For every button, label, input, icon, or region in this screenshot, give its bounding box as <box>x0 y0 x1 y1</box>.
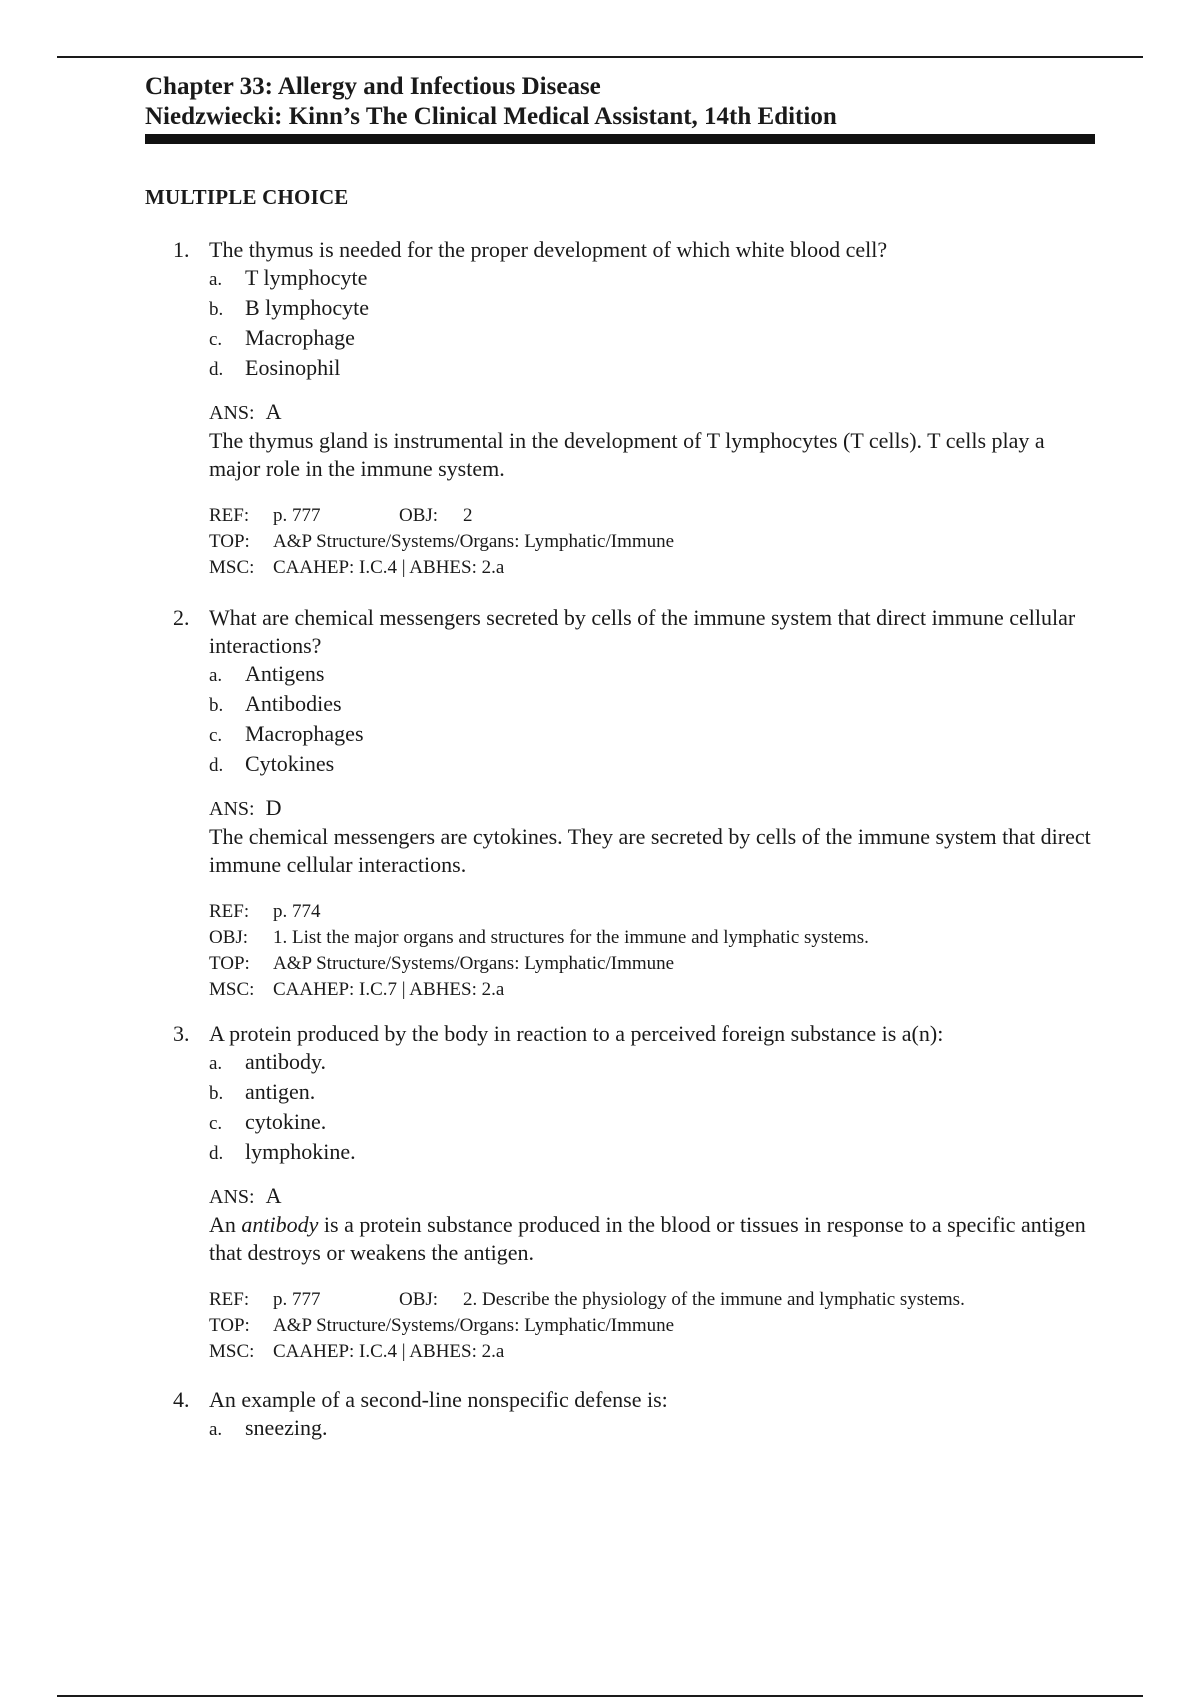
option-text: Cytokines <box>245 751 335 776</box>
obj-label: OBJ: <box>209 927 249 948</box>
answer-value: A <box>265 1183 282 1208</box>
answer-label: ANS: <box>209 1186 255 1208</box>
question-stem <box>173 604 1093 660</box>
rationale-rest: is a protein substance produced in the blood or tissues in response to a specific antigen that destroys or weakens the antigen. <box>209 1212 1086 1265</box>
option-letter: a. <box>209 1419 223 1440</box>
msc-row <box>209 1339 1093 1365</box>
ref-label: REF: <box>209 505 250 526</box>
answer-line <box>209 398 1093 427</box>
question-3 <box>173 1020 1093 1365</box>
ref-obj-row <box>209 503 1093 529</box>
answer-line <box>209 1182 1093 1211</box>
option-text: Macrophages <box>245 721 364 746</box>
option-c <box>209 324 1093 354</box>
question-stem <box>173 236 1093 264</box>
top-label: TOP: <box>209 1315 250 1336</box>
rationale: The chemical messengers are cytokines. They are secreted by cells of the immune system that direct immune cellular interactions. <box>209 824 1091 877</box>
option-text: antibody. <box>245 1049 327 1074</box>
obj-value: 1. List the major organs and structures for the immune and lymphatic systems. <box>273 927 869 948</box>
obj-row <box>209 925 1093 951</box>
option-a <box>209 660 1093 690</box>
ref-row <box>209 899 1093 925</box>
option-letter: d. <box>209 1143 224 1164</box>
option-letter: b. <box>209 695 224 716</box>
option-b <box>209 1078 1093 1108</box>
option-letter: c. <box>209 329 223 350</box>
top-row <box>209 1313 1093 1339</box>
msc-value: CAAHEP: I.C.7 | ABHES: 2.a <box>273 979 505 1000</box>
metadata-block <box>173 1287 1093 1365</box>
top-row <box>209 529 1093 555</box>
answer-value: A <box>265 399 282 424</box>
answer-value: D <box>265 795 282 820</box>
option-text: T lymphocyte <box>245 265 368 290</box>
msc-label: MSC: <box>209 979 255 1000</box>
document-header <box>145 72 1095 132</box>
option-a <box>209 264 1093 294</box>
top-value: A&P Structure/Systems/Organs: Lymphatic/Immune <box>273 531 675 552</box>
answer-label: ANS: <box>209 402 255 424</box>
top-label: TOP: <box>209 953 250 974</box>
rationale: The thymus gland is instrumental in the development of T lymphocytes (T cells). T cells play a major role in the immune system. <box>209 428 1045 481</box>
option-list <box>173 1048 1093 1168</box>
option-b <box>209 294 1093 324</box>
option-a <box>209 1048 1093 1078</box>
option-list <box>173 660 1093 780</box>
question-text: The thymus is needed for the proper development of which white blood cell? <box>209 237 888 262</box>
question-number: 2. <box>173 605 190 630</box>
question-stem <box>173 1386 1093 1414</box>
obj-value: 2. Describe the physiology of the immune and lymphatic systems. <box>463 1289 965 1310</box>
option-list <box>173 1414 1093 1444</box>
option-letter: b. <box>209 299 224 320</box>
question-text: An example of a second-line nonspecific defense is: <box>209 1387 668 1412</box>
msc-row <box>209 555 1093 581</box>
option-text: lymphokine. <box>245 1139 356 1164</box>
question-4 <box>173 1386 1093 1444</box>
question-stem <box>173 1020 1093 1048</box>
option-d <box>209 354 1093 384</box>
option-list <box>173 264 1093 384</box>
option-text: Eosinophil <box>245 355 341 380</box>
option-c <box>209 1108 1093 1138</box>
answer-block <box>173 1182 1093 1267</box>
option-text: Macrophage <box>245 325 355 350</box>
question-number: 4. <box>173 1387 190 1412</box>
option-c <box>209 720 1093 750</box>
question-2 <box>173 604 1093 1003</box>
ref-value: p. 777 <box>273 1289 321 1310</box>
option-d <box>209 750 1093 780</box>
question-text: A protein produced by the body in reaction to a perceived foreign substance is a(n): <box>209 1021 944 1046</box>
msc-value: CAAHEP: I.C.4 | ABHES: 2.a <box>273 557 505 578</box>
answer-block <box>173 398 1093 483</box>
option-letter: a. <box>209 269 223 290</box>
rationale-term: antibody <box>241 1212 319 1237</box>
top-value: A&P Structure/Systems/Organs: Lymphatic/Immune <box>273 1315 675 1336</box>
option-a <box>209 1414 1093 1444</box>
ref-label: REF: <box>209 1289 250 1310</box>
ref-label: REF: <box>209 901 250 922</box>
option-d <box>209 1138 1093 1168</box>
option-text: Antigens <box>245 661 325 686</box>
answer-label: ANS: <box>209 798 255 820</box>
answer-line <box>209 794 1093 823</box>
answer-block <box>173 794 1093 879</box>
question-1 <box>173 236 1093 581</box>
option-letter: c. <box>209 1113 223 1134</box>
option-text: sneezing. <box>245 1415 328 1440</box>
rationale <box>209 1211 1093 1267</box>
top-value: A&P Structure/Systems/Organs: Lymphatic/Immune <box>273 953 675 974</box>
obj-label: OBJ: <box>399 1289 439 1310</box>
question-text: What are chemical messengers secreted by cells of the immune system that direct immune cellular interactions? <box>209 605 1076 658</box>
question-number: 1. <box>173 237 190 262</box>
ref-value: p. 777 <box>273 505 321 526</box>
obj-value: 2 <box>463 505 473 526</box>
obj-label: OBJ: <box>399 505 439 526</box>
metadata-block <box>173 899 1093 1003</box>
chapter-title: Chapter 33: Allergy and Infectious Disease <box>145 73 601 100</box>
msc-row <box>209 977 1093 1003</box>
option-letter: b. <box>209 1083 224 1104</box>
msc-value: CAAHEP: I.C.4 | ABHES: 2.a <box>273 1341 505 1362</box>
question-number: 3. <box>173 1021 190 1046</box>
top-rule <box>57 56 1143 58</box>
header-bar <box>145 134 1095 144</box>
msc-label: MSC: <box>209 557 255 578</box>
ref-obj-row <box>209 1287 1093 1313</box>
top-label: TOP: <box>209 531 250 552</box>
option-text: antigen. <box>245 1079 316 1104</box>
book-title: Niedzwiecki: Kinn’s The Clinical Medical Assistant, 14th Edition <box>145 103 837 130</box>
option-text: cytokine. <box>245 1109 327 1134</box>
option-letter: d. <box>209 359 224 380</box>
metadata-block <box>173 503 1093 581</box>
option-letter: d. <box>209 755 224 776</box>
option-letter: a. <box>209 1053 223 1074</box>
option-letter: c. <box>209 725 223 746</box>
msc-label: MSC: <box>209 1341 255 1362</box>
rationale-prefix: An <box>209 1212 242 1237</box>
bottom-rule <box>57 1695 1143 1697</box>
section-title: MULTIPLE CHOICE <box>145 185 349 209</box>
option-letter: a. <box>209 665 223 686</box>
ref-value: p. 774 <box>273 901 321 922</box>
option-text: Antibodies <box>245 691 342 716</box>
option-b <box>209 690 1093 720</box>
option-text: B lymphocyte <box>245 295 370 320</box>
top-row <box>209 951 1093 977</box>
